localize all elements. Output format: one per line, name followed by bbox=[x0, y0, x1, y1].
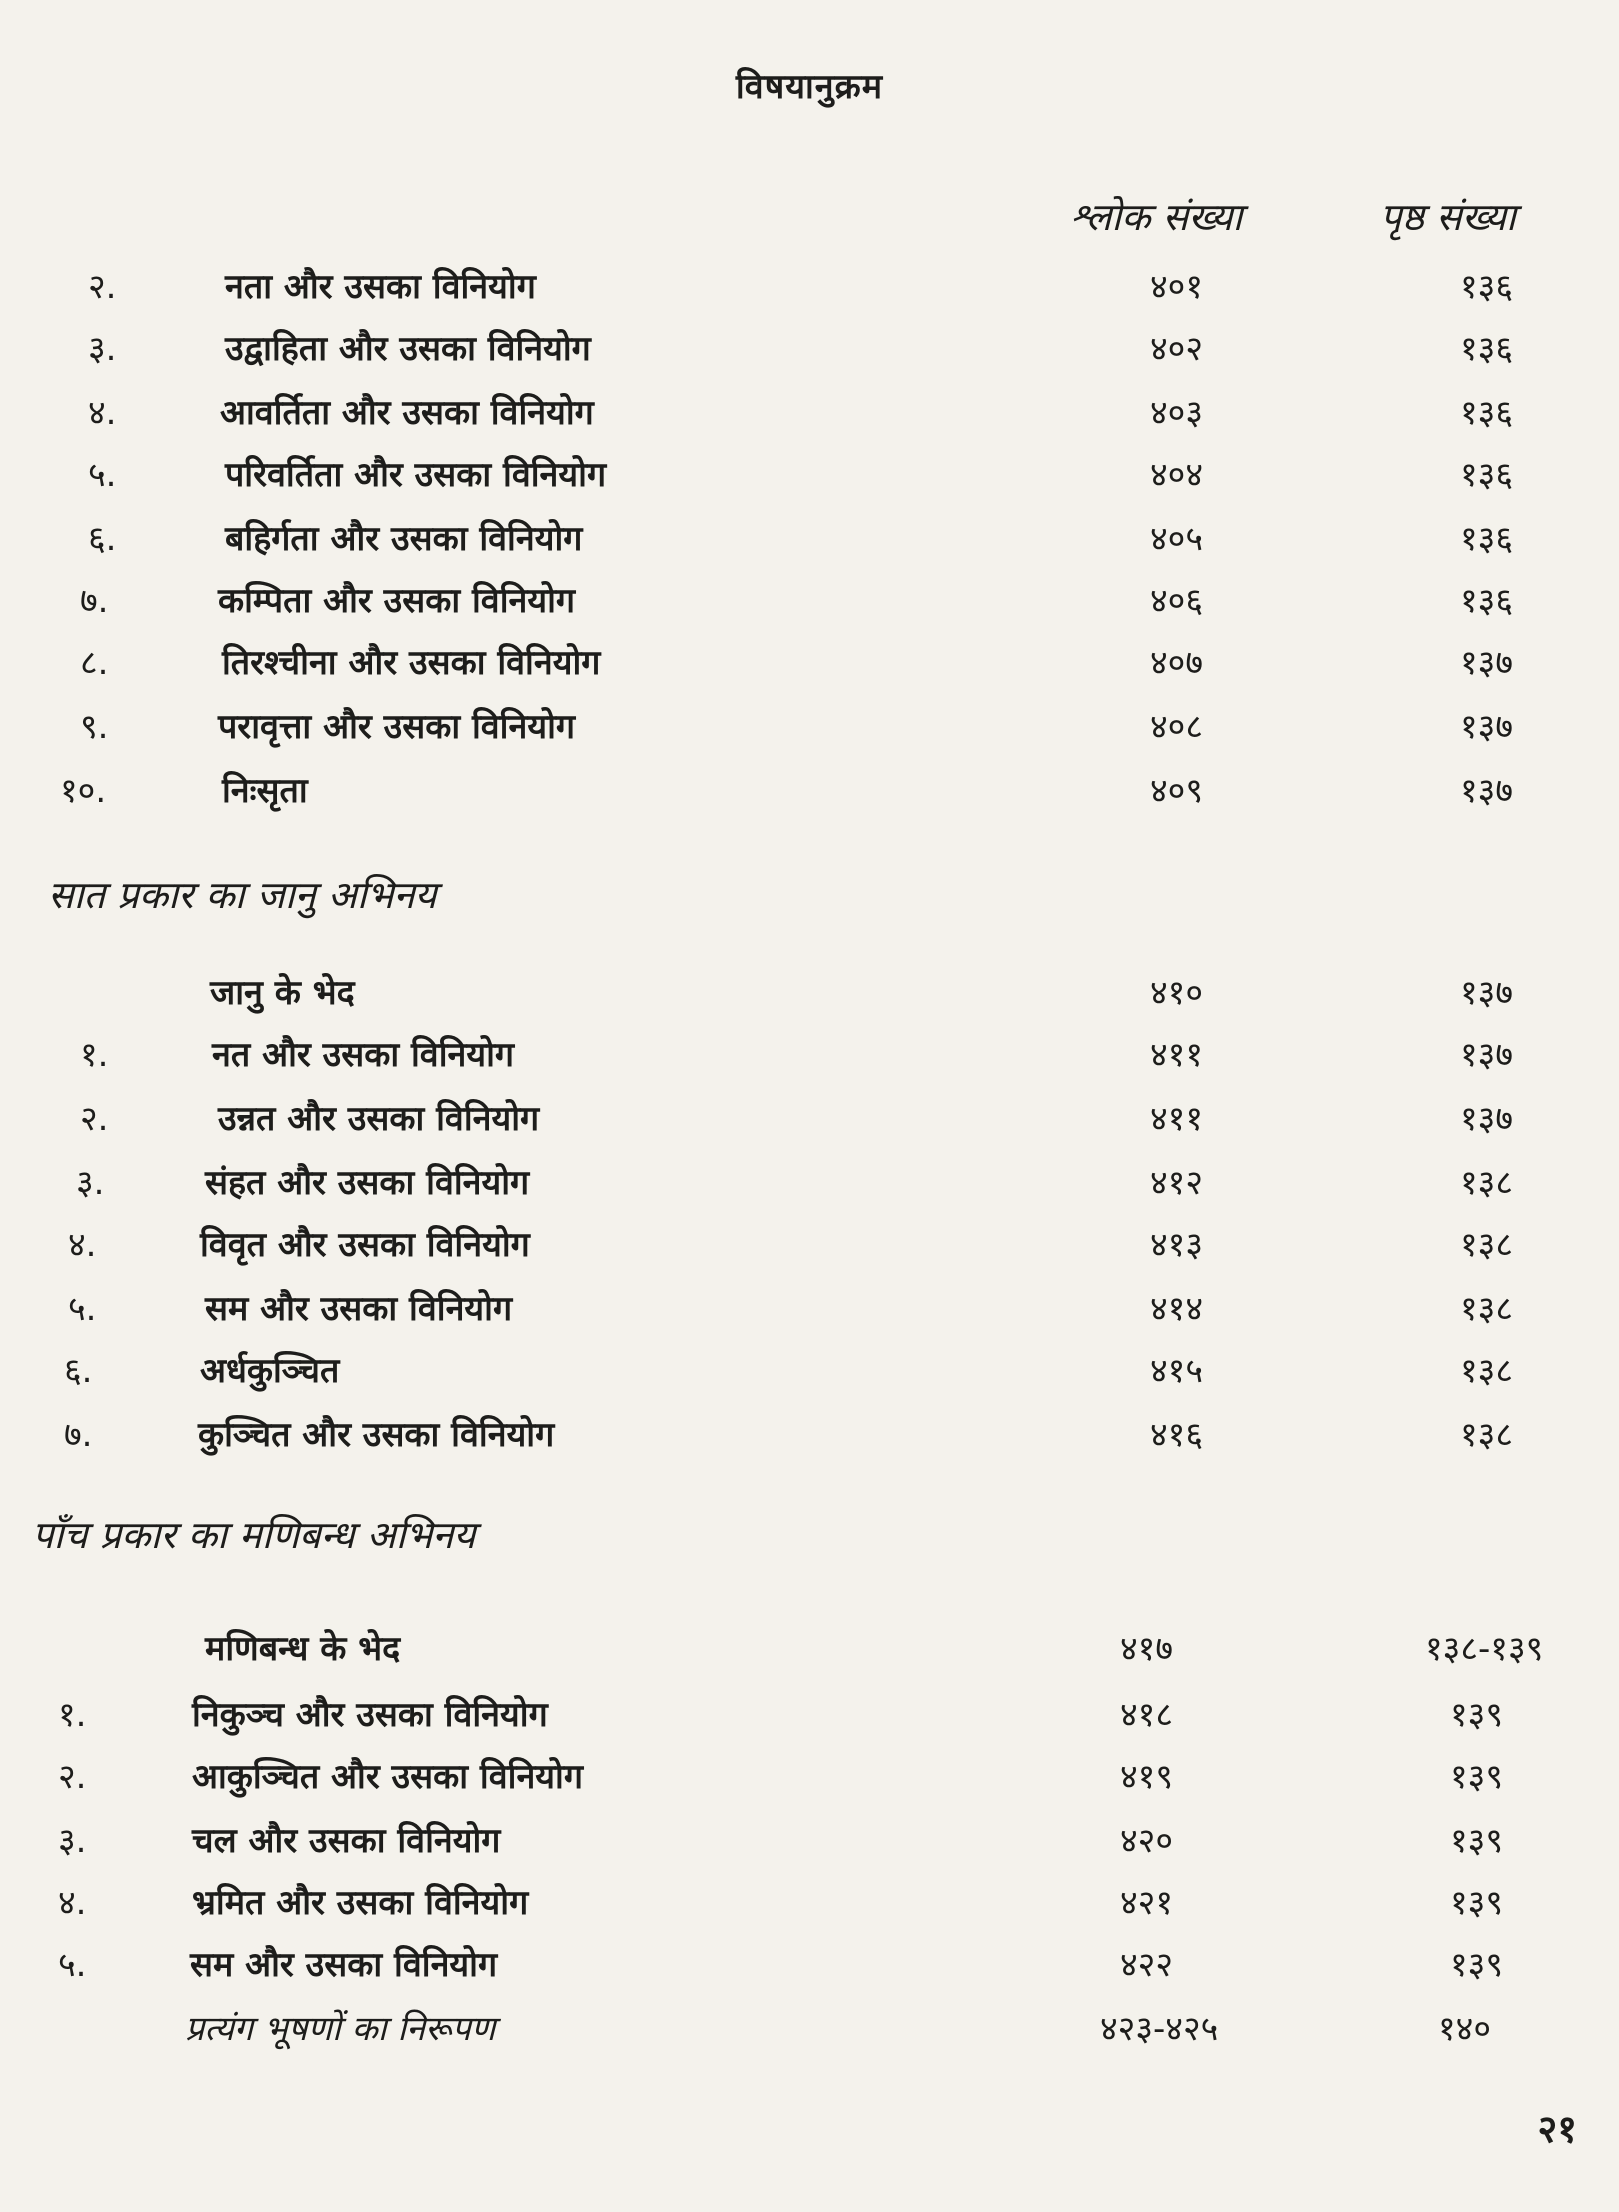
row-shloka: ४१८ bbox=[1120, 1695, 1174, 1735]
row-label: निकुञ्च और उसका विनियोग bbox=[192, 1695, 548, 1735]
row-label: सम और उसका विनियोग bbox=[205, 1289, 513, 1329]
row-label: विवृत और उसका विनियोग bbox=[200, 1225, 530, 1265]
row-page: १३८ bbox=[1460, 1225, 1514, 1265]
toc-row bbox=[0, 2004, 1619, 2064]
row-shloka: ४१९ bbox=[1120, 1757, 1174, 1797]
row-number: ७. bbox=[80, 581, 109, 621]
row-page: १३९ bbox=[1450, 1945, 1504, 1985]
row-label: परावृत्ता और उसका विनियोग bbox=[218, 707, 576, 747]
row-label: निःसृता bbox=[222, 771, 308, 811]
row-shloka: ४०२ bbox=[1150, 329, 1204, 369]
toc-row bbox=[0, 1220, 1619, 1280]
row-number: १०. bbox=[60, 771, 107, 811]
row-label: अर्धकुञ्चित bbox=[200, 1351, 340, 1391]
page-number: २१ bbox=[1537, 2107, 1577, 2151]
toc-row bbox=[0, 388, 1619, 448]
page-column-header: पृष्ठ संख्या bbox=[1380, 195, 1516, 239]
toc-row bbox=[0, 1030, 1619, 1090]
row-shloka: ४२० bbox=[1120, 1821, 1174, 1861]
toc-row bbox=[0, 576, 1619, 636]
toc-row bbox=[0, 1284, 1619, 1344]
row-number: ४. bbox=[88, 393, 117, 433]
row-number: ९. bbox=[80, 707, 109, 747]
toc-row bbox=[0, 638, 1619, 698]
row-number: ८. bbox=[80, 643, 109, 683]
row-shloka: ४०३ bbox=[1150, 393, 1204, 433]
row-number: ६. bbox=[88, 519, 117, 559]
row-shloka: ४१६ bbox=[1150, 1415, 1204, 1455]
row-number: ७. bbox=[64, 1415, 93, 1455]
row-page: १३८ bbox=[1460, 1351, 1514, 1391]
row-number: २. bbox=[88, 267, 117, 307]
row-page: १३६ bbox=[1460, 267, 1514, 307]
row-label: नत और उसका विनियोग bbox=[212, 1035, 515, 1075]
row-label: नता और उसका विनियोग bbox=[225, 267, 536, 307]
row-page: १३७ bbox=[1460, 643, 1514, 683]
toc-row bbox=[0, 766, 1619, 826]
row-label: भ्रमित और उसका विनियोग bbox=[192, 1883, 529, 1923]
row-shloka: ४१५ bbox=[1150, 1351, 1204, 1391]
row-shloka: ४२२ bbox=[1120, 1945, 1174, 1985]
row-shloka: ४११ bbox=[1150, 1035, 1204, 1075]
row-label: उन्नत और उसका विनियोग bbox=[218, 1099, 540, 1139]
toc-row bbox=[0, 1624, 1619, 1684]
toc-row bbox=[0, 702, 1619, 762]
row-shloka: ४१२ bbox=[1150, 1163, 1204, 1203]
row-number: ३. bbox=[58, 1821, 87, 1861]
row-shloka: ४२३-४२५ bbox=[1100, 2009, 1219, 2049]
toc-row bbox=[0, 1878, 1619, 1938]
row-label: तिरश्चीना और उसका विनियोग bbox=[222, 643, 601, 683]
toc-row bbox=[0, 324, 1619, 384]
row-label: कुञ्चित और उसका विनियोग bbox=[198, 1415, 555, 1455]
row-page: १४० bbox=[1438, 2009, 1492, 2049]
row-page: १३९ bbox=[1450, 1695, 1504, 1735]
toc-row bbox=[0, 1158, 1619, 1218]
row-page: १३६ bbox=[1460, 519, 1514, 559]
row-page: १३७ bbox=[1460, 707, 1514, 747]
row-label: बहिर्गता और उसका विनियोग bbox=[225, 519, 583, 559]
row-page: १३७ bbox=[1460, 973, 1514, 1013]
toc-row bbox=[0, 450, 1619, 510]
row-shloka: ४१० bbox=[1150, 973, 1204, 1013]
section-heading-janu: सात प्रकार का जानु अभिनय bbox=[48, 873, 437, 917]
row-shloka: ४१४ bbox=[1150, 1289, 1204, 1329]
page-title: विषयानुक्रम bbox=[735, 67, 884, 107]
row-page: १३८ bbox=[1460, 1415, 1514, 1455]
toc-row bbox=[0, 1410, 1619, 1470]
row-label: जानु के भेद bbox=[210, 973, 355, 1013]
row-label: प्रत्यंग भूषणों का निरूपण bbox=[185, 2009, 496, 2049]
toc-row bbox=[0, 1816, 1619, 1876]
row-shloka: ४०७ bbox=[1150, 643, 1204, 683]
row-number: ४. bbox=[58, 1883, 87, 1923]
row-page: १३८ bbox=[1460, 1163, 1514, 1203]
row-shloka: ४११ bbox=[1150, 1099, 1204, 1139]
row-page: १३६ bbox=[1460, 393, 1514, 433]
row-label: परिवर्तिता और उसका विनियोग bbox=[225, 455, 607, 495]
toc-row bbox=[0, 514, 1619, 574]
row-page: १३७ bbox=[1460, 1099, 1514, 1139]
section-heading-manibandha: पाँच प्रकार का मणिबन्ध अभिनय bbox=[32, 1513, 476, 1557]
row-label: संहत और उसका विनियोग bbox=[205, 1163, 530, 1203]
row-number: २. bbox=[58, 1757, 87, 1797]
row-number: ३. bbox=[88, 329, 117, 369]
row-label: उद्वाहिता और उसका विनियोग bbox=[225, 329, 591, 369]
row-page: १३७ bbox=[1460, 1035, 1514, 1075]
row-shloka: ४१७ bbox=[1120, 1629, 1174, 1669]
toc-row bbox=[0, 968, 1619, 1028]
toc-row bbox=[0, 1752, 1619, 1812]
row-label: चल और उसका विनियोग bbox=[192, 1821, 501, 1861]
row-page: १३९ bbox=[1450, 1757, 1504, 1797]
row-number: ५. bbox=[68, 1289, 97, 1329]
row-number: ५. bbox=[88, 455, 117, 495]
row-number: ३. bbox=[76, 1163, 105, 1203]
toc-row bbox=[0, 262, 1619, 322]
row-label: आकुञ्चित और उसका विनियोग bbox=[192, 1757, 583, 1797]
row-page: १३९ bbox=[1450, 1883, 1504, 1923]
row-page: १३६ bbox=[1460, 329, 1514, 369]
row-page: १३८-१३९ bbox=[1425, 1629, 1544, 1669]
toc-row bbox=[0, 1940, 1619, 2000]
row-shloka: ४२१ bbox=[1120, 1883, 1174, 1923]
row-label: सम और उसका विनियोग bbox=[190, 1945, 498, 1985]
row-page: १३७ bbox=[1460, 771, 1514, 811]
row-shloka: ४०१ bbox=[1150, 267, 1204, 307]
row-number: ६. bbox=[64, 1351, 93, 1391]
row-label: कम्पिता और उसका विनियोग bbox=[218, 581, 576, 621]
row-shloka: ४०५ bbox=[1150, 519, 1204, 559]
row-page: १३९ bbox=[1450, 1821, 1504, 1861]
row-shloka: ४०९ bbox=[1150, 771, 1204, 811]
row-page: १३८ bbox=[1460, 1289, 1514, 1329]
row-number: ४. bbox=[68, 1225, 97, 1265]
row-shloka: ४१३ bbox=[1150, 1225, 1204, 1265]
row-number: १. bbox=[58, 1695, 87, 1735]
row-label: मणिबन्ध के भेद bbox=[205, 1629, 401, 1669]
row-number: २. bbox=[80, 1099, 109, 1139]
row-page: १३६ bbox=[1460, 581, 1514, 621]
row-page: १३६ bbox=[1460, 455, 1514, 495]
row-number: १. bbox=[80, 1035, 109, 1075]
toc-row bbox=[0, 1346, 1619, 1406]
toc-row bbox=[0, 1094, 1619, 1154]
row-label: आवर्तिता और उसका विनियोग bbox=[220, 393, 594, 433]
shloka-column-header: श्लोक संख्या bbox=[1070, 195, 1243, 239]
row-shloka: ४०६ bbox=[1150, 581, 1204, 621]
row-shloka: ४०८ bbox=[1150, 707, 1204, 747]
toc-row bbox=[0, 1690, 1619, 1750]
row-shloka: ४०४ bbox=[1150, 455, 1204, 495]
row-number: ५. bbox=[58, 1945, 87, 1985]
